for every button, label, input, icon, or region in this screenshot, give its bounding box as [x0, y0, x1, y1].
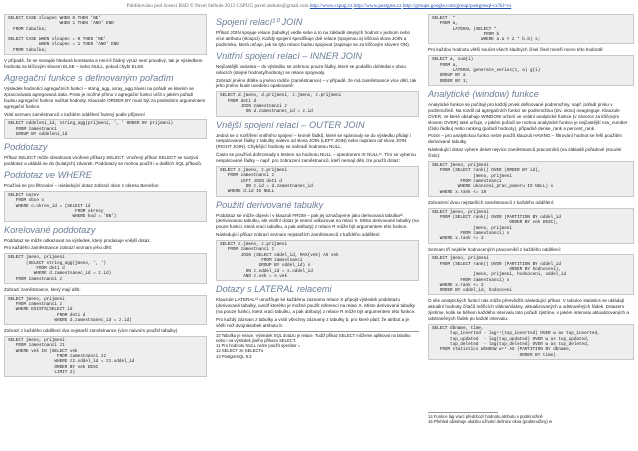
heading-ordered-aggregates: Agregační funkce s definovaným pořadím	[4, 72, 174, 83]
code-where-subquery: SELECT nazev FROM obce o WHERE o.okres_id = (SELECT id FROM okresy WHERE kod = 'BN')	[4, 191, 207, 221]
footnote-13: 13 PostgreSQL 9.3	[216, 353, 252, 359]
paragraph: Pozor – pro analytickou funkci nelze použít klauzuli HAVING – filtrování hodnot se řeší použitím derivované tabulky.	[428, 133, 622, 145]
code-inner-join: SELECT d.jmeno, d.prijmeni, z.jmeno, z.prijmeni FROM deti d JOIN zamestnanci z ON d.zamestnanec_id = z.id	[216, 91, 419, 116]
paragraph: Pro každého zaměstnance zobrazí seznam jeho dětí:	[4, 245, 113, 251]
paragraph: O síle analytických funkcí nás může přesvědčit následující příkaz. V tabulce statistics se ukládají aktuální hodnoty čítačů měřicích vlákna/vlákny, aktualizovaných a odstraněných řádek. Dotazem zjistíme, kolik se během každého intervalu toto pořadí zjistíme, v jakém intervalu aktualizovaných a odstraněných řádek po každé intervalu:	[428, 298, 629, 322]
paragraph: Klauzule LATERAL¹³ umožňuje ke každému záznamu relace X připojit výsledek poddotazu (derivované tabulky, uvnitř kterého je možné použít referenci na relaci X. Místo derivované tabulky (na pouze funkci, která vrací tabulku, a pak atributy) z relace R může být argumentem této funkce.	[216, 297, 416, 315]
code-rank-top10: SELECT jmeno, prijmeni FROM (SELECT rank() OVER (ORDER BY id), jmeno, prijmeni FROM zamestnanci WHERE ukonceni_prac_pomeru IS NULL) x WHERE x.rank <= 10	[428, 161, 634, 197]
footnote-14: 14 Funkce lag vrací předchozí hodnotu atributu v podmnožině	[428, 413, 543, 419]
code-lag-window: SELECT dbname, time, tup_inserted - lag¹⁴(tup_inserted) OVER w as tup_inserted, tup_updated - lag(tup_updated) OVER w as tup_updated, tup_deleted - lag(tup_deleted) OVER w as tup_deleted, FROM statistics WINDOW w¹⁵ AS (PARTITION BY dbname, ORDER BY time)	[428, 324, 634, 360]
paragraph: Výsledek hodnotící agregačních funkcí – string_agg, array_agg závisí na pořadí ve kterém se zpracovávala agregovaná data. Proto je možné přímo v agregační funkci určit v jakém pořadí budou agregační funkce načítat hodnoty. Klauzule ORDER BY musí být za posledním argumentem agregační funkce.	[4, 85, 206, 109]
paragraph: V případě, že se nenajde hledaná konstanta a není-li žádný výraz není pravdivý, tak je výsledkem hodnota za klíčovým slovem ELSE – nebo NULL, pokud chybí ELSE.	[4, 58, 203, 69]
header-link-cspug[interactable]: http://www.cspug.cz	[309, 3, 353, 9]
heading-join: Spojení relací¹⁰ JOIN	[216, 17, 303, 27]
page-header	[0, 3, 638, 9]
header-link-groups[interactable]: http://groups.google.com/group/postgresql-cz?hl=cs	[402, 3, 512, 9]
code-rank-hodnoceni: SELECT jmeno, prijmeni FROM (SELECT rank() OVER (PARTITION BY oddel_id ORDER BY hodnoceni), jmeno, prijmeni, hodnoceni, oddel_id FROM zamestnanci) x WHERE x.rank <= 2 ORDER BY oddel_id, hodnoceni	[428, 254, 634, 295]
paragraph: Zobrazení dvou nejstarších zaměstnanců z každého oddělení:	[428, 199, 555, 205]
header-text: Publikováno pod licencí BSD © Pavel Stěhule 2012 CSPUG pavel.stehule@gmail.com	[126, 3, 309, 9]
column-1	[4, 14, 207, 380]
footnotes	[216, 331, 419, 359]
paragraph: Vrátí seznam zaměstnanců v každém oddělení řazený podle příjmení	[4, 111, 145, 117]
code-oldest-two: SELECT jmeno, prijmeni FROM zamestnanci z1 WHERE vek IN (SELECT vek FROM zamestnanci z2 WHERE z2.oddel_id = z1.oddel_id ORDER BY vek DESC LIMIT 2)	[4, 336, 207, 377]
code-lateral: SELECT * FROM a, LATERAL (SELECT * FROM b WHERE a.a > 2 * b.b) x;	[428, 14, 634, 44]
paragraph: Zobrazí z každého oddělení dva nejstarší zaměstnance (více naivním použití tabulky)	[4, 328, 178, 334]
column-3	[428, 14, 634, 424]
heading-outer-join: Vnější spojení relací – OUTER JOIN	[216, 119, 365, 130]
paragraph: Poddotaz se může odkazovat na výsledek, který produkuje vnější dotaz.	[4, 237, 151, 243]
paragraph: Pro každou hodnotu větší součet všech kladných čísel čísel menší rovno této hodnotě:	[428, 47, 604, 53]
footnote-12: 12 SELECT ze SELECTu	[216, 348, 264, 354]
heading-window-functions: Analytické (window) funkce	[428, 88, 539, 99]
paragraph: Jedná se o rozšíření vnitřního spojení – kromě řádků, které se spárovaly se do výsledku přidají i nespárované řádky z tabulky nalevo od slova JOIN (LEFT JOIN) nebo napravo od slova JOIN (RIGHT JOIN). Chybějící hodnoty se nahradí hodnotou NULL.	[216, 132, 411, 150]
paragraph: Následující příkaz zobrazí seznam nejstarších zaměstnanců z každého oddělení:	[216, 232, 381, 238]
paragraph: Zobrazí zaměstnance, který mají děti:	[4, 286, 81, 292]
paragraph: Často se používá dohromady s testem na hodnotu NULL – operátorem IS NULL¹¹. Tím se vyberou nespárované řádky – např. pro zobrazení zaměstnanců, kteří nemají děti, lze použít dotaz:	[216, 152, 416, 164]
code-correlated-1: SELECT jmeno, prijmeni (SELECT string_agg(jmeno, ', ') FROM deti d WHERE d.zamestnanec_id = z.id) FROM zamestnanci z	[4, 253, 207, 283]
code-lateral-sum: SELECT a, sum(i) FROM a, LATERAL generate_series(1, a) g(i) GROUP BY a ORDER BY 1;	[428, 55, 634, 85]
paragraph: Příkaz JOIN spojuje relace (tabulky) vedle sebe a to na základě stejných hodnot v jednom nebo více atributu (sloupci). Každý spojení specifikuje dvě relace (spojenou a) klíčová slova JOIN a podmínku, která určuje, jak se tyto relace budou spojovat (zapisuje se za klíčovým slovem ON).	[216, 30, 411, 47]
column-2	[216, 14, 419, 359]
footnote-15: 15 Přehled obsahuje ukázku užívání definice okna (podmnožiny) w	[428, 419, 553, 425]
code-derived-table: SELECT z.jmeno, z.prijmeni FROM zamestnanci z JOIN (SELECT oddel_id, MAX(vek) AS vek FROM zamestnanci GROUP BY oddel_id) s ON z.oddel_id = s.oddel_id AND z.vek = s.vek	[216, 240, 419, 281]
paragraph: Zobrazí jméno dítěte a jméno rodiče (zaměstnance) – v případě, že má zaměstnance více dětí, tak jeho jméno bude uvedeno opakovaně:	[216, 77, 417, 89]
paragraph: Následující dotaz vybere deset nejvíce zaměstnanců pracovníků (na základě pořadové (souvisí číslo):	[428, 147, 622, 159]
code-rank-partition: SELECT jmeno, prijmeni FROM (SELECT rank() OVER (PARTITION BY oddel_id ORDER BY vek DESC), jmeno, prijmeni FROM zamestnanci) x WHERE x.rank <= 2	[428, 208, 634, 244]
heading-inner-join: Vnitřní spojení relací – INNER JOIN	[216, 50, 363, 61]
heading-lateral: Dotazy s LATERAL relacemi	[216, 284, 332, 295]
paragraph: Příkaz SELECT může obsahovat vnořené příkazy SELECT. Vnořený příkaz SELECT se nazývá poddotaz a ukládá se do (kulatých) závorek. Poddotazy se mohou použít i u dalších SQL příkazů.	[4, 155, 202, 167]
code-string-agg: SELECT oddelení_id, string_agg(prijmeni, ', ' ORDER BY prijmeni) FROM zamestnanci GROUP BY oddeleni_id	[4, 119, 207, 139]
paragraph: Pro každý záznam z tabulky a vrátí všechny záznamy z tabulky b, pro které platí: že atribut a je větší než dvojnásobek atributu b.	[216, 316, 410, 328]
code-case: SELECT CASE sloupec WHEN 0 THEN 'NE' WHEN 1 THEN 'ANO' END FROM tabulka; SELECT CASE WHEN sloupec = 0 THEN 'NE' WHEN sloupec = 1 THEN 'ANO' END FROM tabulka;	[4, 14, 207, 55]
paragraph: Nejčastější varianta – do výsledku se zahrnou pouze řádky, které se podařilo dohledat v obou relacích (stejné hodnoty/hodnoty) se relace spojovaly.	[216, 63, 406, 75]
heading-correlated: Korelované poddotazy	[4, 224, 96, 235]
paragraph: Používá se pro filtrování – následující dotaz zobrazí obce z okresu Benešov:	[4, 183, 160, 189]
footnote-11: 11 Pro hodnotu NULL nelze použít operátor =	[216, 343, 301, 349]
paragraph: Analytické funkce se počítají pro každý prvek definované podmnožiny, např. pořadí prvku v podmnožině. Na rozdíl od agregačních funkcí se podmnožina (tzv. okno) neagreguje. Klauzule OVER, ve které obsahuje WINDOW určení ve volání analytické funkce (v závorce za klíčovým slovem OVER) také určuje, v jakém pořadí se mohou analytické funkce je nejčastější row_number (číslo řádku) nebo ranking (pořadí hodnoty), případně dense_rank a percent_rank.	[428, 101, 628, 131]
heading-derived-table: Použití derivované tabulky	[216, 199, 324, 210]
code-exists: SELECT jmeno, prijmeni FROM zamestnanci z WHERE EXISTS(SELECT id FROM deti d WHERE d.zamestnanec_id = z.id)	[4, 295, 207, 325]
heading-subquery-where: Poddotaz ve WHERE	[4, 170, 92, 181]
code-left-join: SELECT z.jmeno, z.prijmeni FROM zamestnanci z LEFT JOIN deti d ON z.id = d.zamestnanec_id WHERE d.id IS NULL	[216, 166, 419, 196]
footnote-10: 10 Tabulka je relace. Výsledek SQL dotazu je relace. Tudíž příkaz SELECT můžeme aplikovat na tabulku nebo i na výsledek jiného příkazu SELECT.	[216, 332, 411, 343]
heading-subqueries: Poddotazy	[4, 142, 48, 153]
header-link-postgres[interactable]: http://www.postgres.cz	[353, 3, 402, 9]
footnotes	[428, 412, 553, 425]
paragraph: Poddotaz se může objevit i v klauzuli FROM – pak jej označujeme jako derivovaná tabulka¹². (derivovanou tabulku, ale vnitřní dotaz je nesmí odkazovat na relaci X. Místo derivované tabulky (na pouze funkci, která vrací tabulku, a pak atributy) z relace R může být argumentem této funkce.	[216, 212, 419, 230]
paragraph: Seznam tří nejdéle hodnocených pracovníků z každého oddělení:	[428, 246, 562, 252]
